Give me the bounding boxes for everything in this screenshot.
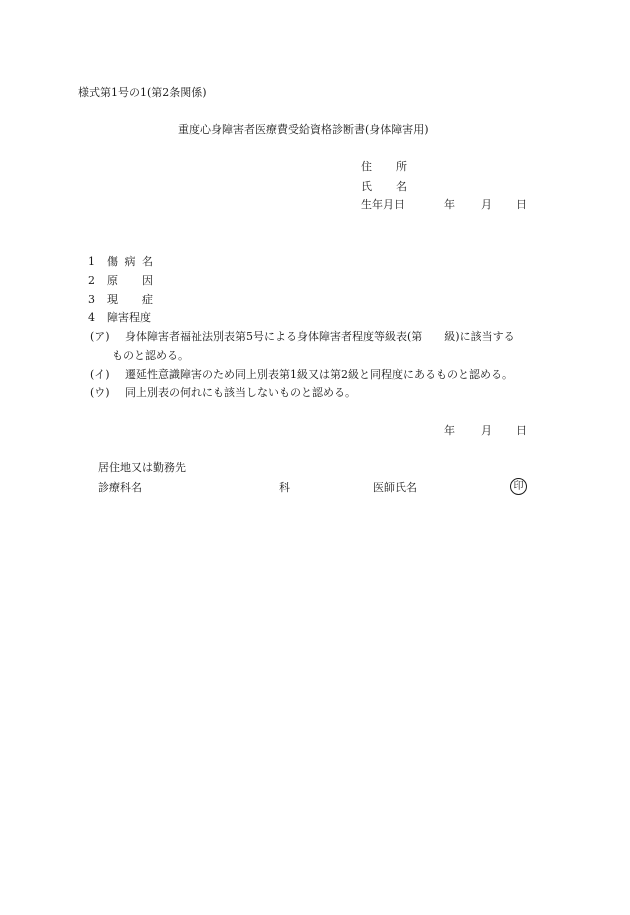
form-number: 様式第1号の1(第2条関係) (78, 86, 207, 99)
birth-day-label: 日 (516, 198, 527, 211)
date-month-label: 月 (481, 424, 492, 437)
item-2-number: 2 (88, 274, 95, 287)
option-b-mark: (イ) (90, 368, 110, 381)
item-1-number: 1 (88, 255, 95, 268)
item-4-label: 障害程度 (107, 311, 151, 324)
date-day-label: 日 (516, 424, 527, 437)
option-c-mark: (ウ) (90, 386, 110, 399)
option-c-text: 同上別表の何れにも該当しないものと認める。 (125, 386, 356, 399)
item-3-label: 現 症 (107, 293, 153, 306)
option-a-mark: (ア) (90, 330, 110, 343)
option-a-continuation: ものと認める。 (112, 349, 189, 362)
item-3-number: 3 (88, 293, 95, 306)
date-year-label: 年 (444, 424, 455, 437)
department-suffix: 科 (279, 481, 290, 494)
item-4-number: 4 (88, 311, 95, 324)
birth-month-label: 月 (481, 198, 492, 211)
document-title: 重度心身障害者医療費受給資格診断書(身体障害用) (178, 123, 429, 136)
doctor-name-label: 医師氏名 (373, 481, 417, 494)
name-label: 氏 名 (361, 180, 407, 193)
option-a-text: 身体障害者福祉法別表第5号による身体障害者程度等級表(第 級)に該当する (125, 330, 515, 343)
item-1-label: 傷 病 名 (107, 255, 153, 268)
residence-label: 居住地又は勤務先 (98, 461, 186, 474)
item-2-label: 原 因 (107, 274, 153, 287)
option-b-text: 遷延性意識障害のため同上別表第1級又は第2級と同程度にあるものと認める。 (125, 368, 513, 381)
address-label: 住 所 (361, 160, 407, 173)
seal-mark-icon: 印 (510, 478, 527, 495)
birth-year-label: 年 (444, 198, 455, 211)
birthdate-label: 生年月日 (361, 198, 405, 211)
department-label: 診療科名 (98, 481, 142, 494)
